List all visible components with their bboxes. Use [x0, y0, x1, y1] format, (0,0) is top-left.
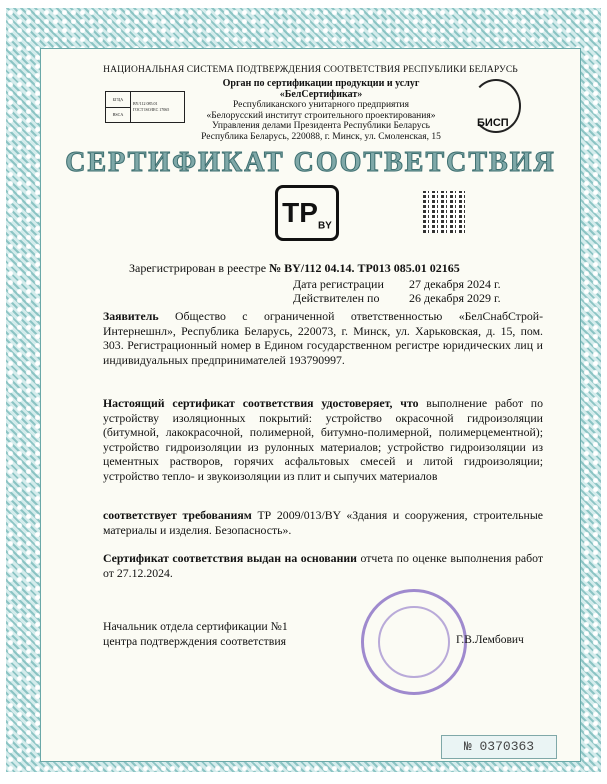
- org-line-1: Орган по сертификации продукции и услуг: [222, 78, 420, 89]
- basis-text: отчета по оценке выполнения работ от 27.12.2024.: [103, 551, 543, 580]
- registry-line: [129, 261, 460, 276]
- signatory-line-2: центра подтверждения соответствия: [103, 633, 287, 648]
- certificate-body: [40, 48, 581, 762]
- org-line-6: Республика Беларусь, 220088, г. Минск, ул. Смоленская, 15: [201, 131, 441, 142]
- bisp-logo: [471, 79, 521, 133]
- official-stamp: [361, 589, 467, 695]
- reg-date-label: Дата регистрации: [293, 277, 384, 291]
- scope-paragraph: [103, 396, 543, 484]
- badge-top-left: БГЦА: [106, 92, 131, 108]
- certificate-title: СЕРТИФИКАТ СООТВЕТСТВИЯ: [65, 147, 556, 178]
- org-line-3: Республиканского унитарного предприятия: [232, 100, 410, 110]
- valid-date: 26 декабря 2029 г.: [409, 291, 501, 305]
- applicant-paragraph: [103, 309, 543, 367]
- system-header: НАЦИОНАЛЬНАЯ СИСТЕМА ПОДТВЕРЖДЕНИЯ СООТВЕТСТВИЯ РЕСПУБЛИКИ БЕЛАРУСЬ: [103, 65, 518, 75]
- basis-label: Сертификат соответствия выдан на основании: [103, 551, 357, 565]
- applicant-label: Заявитель: [103, 309, 159, 323]
- certification-body-info: [181, 79, 461, 142]
- org-line-2: «БелСертификат»: [279, 88, 363, 100]
- signatory-line-1: Начальник отдела сертификации №1: [103, 619, 288, 633]
- signatory-name: Г.В.Лембович: [456, 634, 524, 646]
- conformity-label: соответствует требованиям: [103, 508, 252, 522]
- logo-text: БИСП: [477, 117, 509, 129]
- accreditation-badge: [105, 91, 185, 123]
- conformity-text: ТР 2009/013/BY «Здания и сооружения, строительные материалы и изделия. Безопасность».: [103, 508, 543, 537]
- signatory-title: [103, 619, 288, 648]
- applicant-text: Общество с ограниченной ответственностью «БелСнабСтрой-Интернешнл», Республика Беларусь, 220073, г. Минск, ул. Харьковская, д. 15, пом. 303. Регистрационный номер в Едином государственном регистре юридических лиц и индивидуальных предпринимателей 193790997.: [103, 309, 543, 367]
- badge-bottom-left: BSCA: [106, 107, 131, 122]
- tr-mark-text: TP: [282, 197, 318, 228]
- conformity-paragraph: [103, 508, 543, 537]
- serial-number: № 0370363: [441, 735, 557, 759]
- tr-conformity-mark: [275, 185, 339, 241]
- valid-label: Действителен по: [293, 291, 380, 305]
- tr-mark-sub: BY: [317, 220, 332, 232]
- scope-label: Настоящий сертификат соответствия удостоверяет, что: [103, 396, 419, 410]
- reg-date: 27 декабря 2024 г.: [409, 277, 501, 291]
- certificate-border: [6, 8, 601, 772]
- dates-block: [293, 277, 501, 305]
- qr-code-icon: [423, 191, 465, 233]
- badge-right-1: BY/112 085.01: [133, 101, 158, 106]
- org-line-4: «Белорусский институт строительного проектирования»: [206, 110, 436, 121]
- org-line-5: Управления делами Президента Республики Беларусь: [211, 121, 430, 131]
- registry-prefix: Зарегистрирован в реестре: [129, 261, 270, 275]
- scope-text: выполнение работ по устройству изоляционных покрытий: устройство окрасочной гидроизоляции (битумной, лакокрасочной, полимерной, битумно-полимерной, полимерцементной); устройство гидроизоляции из рулонных материалов; устройство гидроизоляции из цементных растворов, горячих асфальтовых смесей и литой гидроизоляции; устройство тепло- и звукоизоляции из плит и сыпучих материалов: [103, 396, 543, 483]
- badge-right-2: ГОСТ ISO/IEC 17065: [133, 107, 170, 112]
- registry-number: № BY/112 04.14. ТР013 085.01 02165: [269, 261, 460, 275]
- basis-paragraph: [103, 551, 543, 580]
